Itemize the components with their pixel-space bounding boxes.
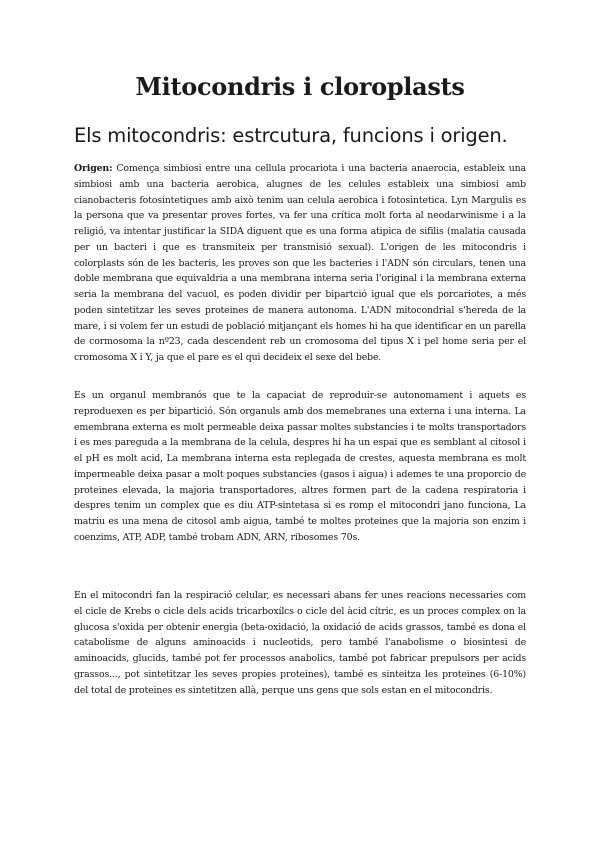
structure-paragraph: Es un organul membranós que te la capaciat de reproduir-se autonomament i aquets es reproduexen es per bipartició. Són organuls amb dos memebranes una externa i una interna. La emembrana externa es molt permeable deixa passar moltes substancies i te molts transportadors i es mes pareguda a la membrana de la celula, despres hi ha un espai que es semblant al citosol i el pH es molt acid, La membrana interna esta replegada de crestes, aquesta membrana es molt impermeable deixa pasar a molt poques substancies (gasos i aigua) i ademes te una proporcio de proteines elevada, la majoria transportadores, altres formen part de la cadena respiratoria i despres tenim un complex que es diu ATP-sintetasa si es romp el mitocondri jano funciona, La matriu es una mena de citosol amb aigua, també te moltes proteines que la majoria son enzim i coenzims, ATP, ADP, també trobam ADN, ARN, ribosomes 70s. [74, 390, 526, 543]
origin-lead: Origen: [74, 163, 113, 174]
origin-text: Comença simbiosi entre una cellula procariota i una bacteria anaerocia, estableix una simbiosi amb una bacteria aerobica, alugnes de les celules estableix una simbiosi amb cianobacteris fotosintetiques amb això tenim uan celula aerobica i fotosintetica. Lyn Margulis es la persona que va presentar proves fortes, va fer una crítica molt forta al neodarwinisme i a la religió, va intentar justificar la SIDA diguent que es una forma atipica de sifilis (malatia causada per un bacteri i que es transmiteix per transmisió sexual). L'origen de les mitocondris i colorplasts són de les bacteris, les proves son que les bacteries i l'ADN són circulars, tenen una doble membrana que equivaldria a una membrana interna seria l'original i la membrana externa seria la membrana del vacuol, es poden dividir per bipartció igual que els porcariotes, a més poden sintetitzar les seves proteines de manera autonoma. L'ADN mitocondrial s'hereda de la mare, i si volem fer un estudi de població mitjançant els homes hi ha que identificar en un parella de cormosoma la nº23, cada descendent reb un cromosoma del tipus X i pel home seria per el cromosoma X i Y, ja que el pare es el qui decideix el sexe del bebe. [74, 163, 526, 363]
page-title: Mitocondris i cloroplasts [135, 72, 465, 101]
origin-paragraph [74, 161, 526, 366]
section-heading: Els mitocondris: estrcutura, funcions i origen. [74, 124, 508, 147]
function-paragraph: En el mitocondri fan la respiració celular, es necessari abans fer unes reacions necessaries com el cicle de Krebs o cicle dels acids tricarboxílcs o cicle del àcid cítric, es un proces complex on la glucosa s'oxida per obtenir energia (beta-oxidació, la oxidació de acids grassos, també es dona el catabolisme de alguns aminoacids i nucleotids, pero també l'anabolisme o biosintesi de aminoacids, glucids, també pot fer processos anabolics, també pot fabricar prepulsors per acids grassos..., pot sintetitzar les seves propies proteines), també es sinteitza les proteines (6-10%) del total de proteines es sintetitzen allà, perque uns gens que sols estan en el mitocondris. [74, 590, 526, 696]
